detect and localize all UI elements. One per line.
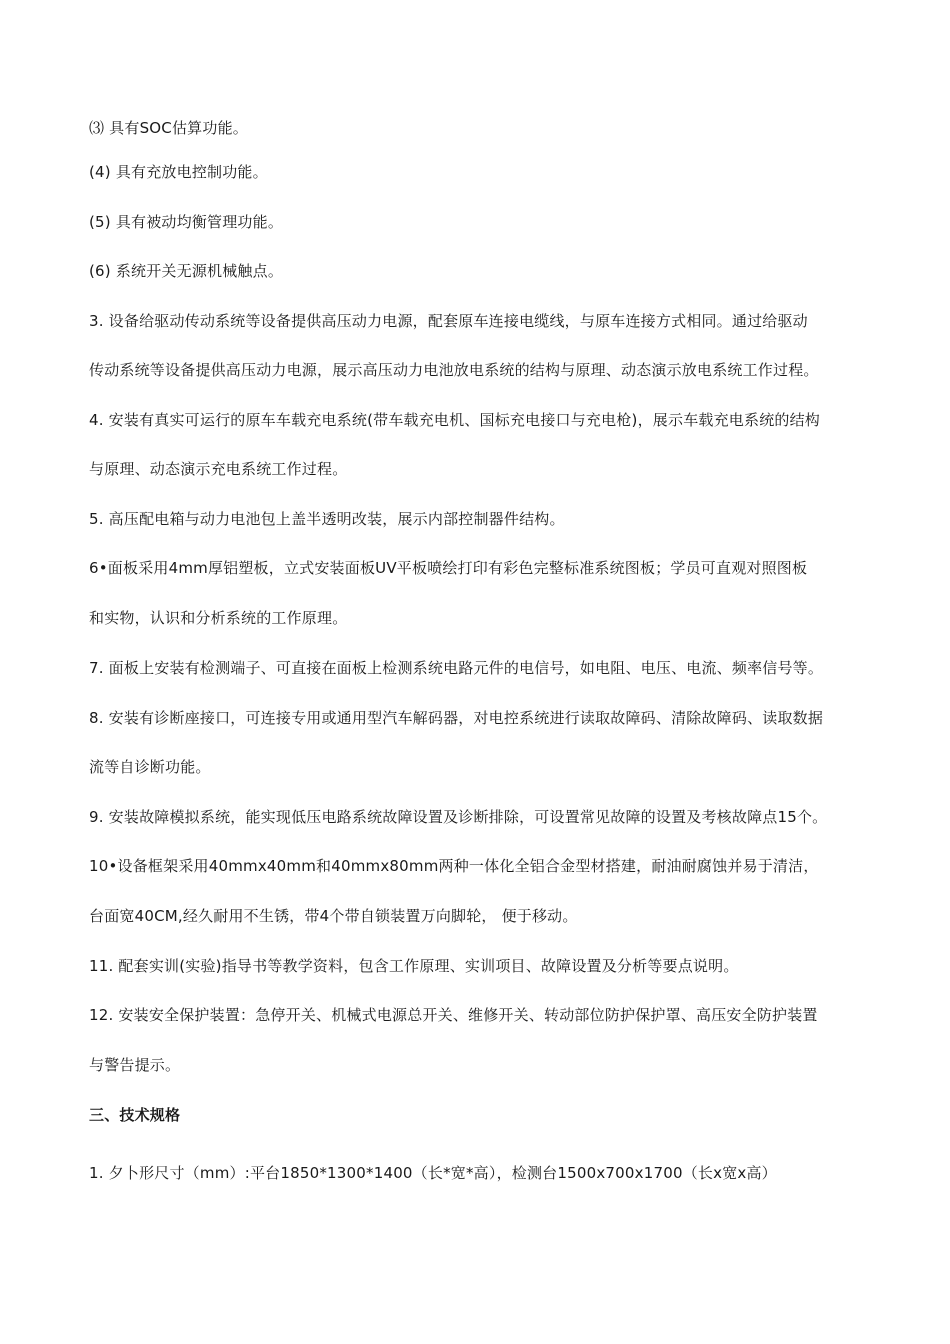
para-3-line-2: 传动系统等设备提供高压动力电源，展示高压动力电池放电系统的结构与原理、动态演示放电系统工作过程。 [89, 361, 819, 379]
item-6-switch: (6) 系统开关无源机械触点。 [89, 262, 284, 280]
para-12-line-2: 与警告提示。 [89, 1056, 181, 1074]
spec-1-dimensions: 1. 夕卜形尺寸（mm）:平台1850*1300*1400（长*宽*高），检测台1500x700x1700（长x宽x高） [89, 1164, 777, 1182]
item-4-charge-control: (4) 具有充放电控制功能。 [89, 163, 268, 181]
para-5: 5. 高压配电箱与动力电池包上盖半透明改装，展示内部控制器件结构。 [89, 510, 565, 528]
para-12-line-1: 12. 安装安全保护装置：急停开关、机械式电源总开关、维修开关、转动部位防护保护罩、高压安全防护装置 [89, 1006, 818, 1024]
item-5-balance: (5) 具有被动均衡管理功能。 [89, 213, 284, 231]
para-10-line-2: 台面宽40CM,经久耐用不生锈，带4个带自锁装置万向脚轮， 便于移动。 [89, 907, 578, 925]
para-6-line-1: 6•面板采用4mm厚铝塑板，立式安装面板UV平板喷绘打印有彩色完整标准系统图板；学员可直观对照图板 [89, 559, 808, 577]
para-4-line-2: 与原理、动态演示充电系统工作过程。 [89, 460, 348, 478]
para-9: 9. 安装故障模拟系统，能实现低压电路系统故障设置及诊断排除，可设置常见故障的设置及考核故障点15个。 [89, 808, 828, 826]
section-heading-tech-specs: 三、技术规格 [89, 1106, 181, 1124]
para-11: 11. 配套实训(实验)指导书等教学资料，包含工作原理、实训项目、故障设置及分析等要点说明。 [89, 957, 739, 975]
para-8-line-1: 8. 安装有诊断座接口，可连接专用或通用型汽车解码器，对电控系统进行读取故障码、清除故障码、读取数据 [89, 709, 824, 727]
para-7: 7. 面板上安装有检测端子、可直接在面板上检测系统电路元件的电信号，如电阻、电压、电流、频率信号等。 [89, 659, 824, 677]
para-10-line-1: 10•设备框架采用40mmx40mm和40mmx80mm两种一体化全铝合金型材搭建，耐油耐腐蚀并易于清洁， [89, 857, 819, 875]
para-3-line-1: 3. 设备给驱动传动系统等设备提供高压动力电源，配套原车连接电缆线，与原车连接方式相同。通过给驱动 [89, 312, 808, 330]
para-6-line-2: 和实物，认识和分析系统的工作原理。 [89, 609, 348, 627]
item-3-soc: ⑶ 具有SOC估算功能。 [89, 119, 248, 137]
para-8-line-2: 流等自诊断功能。 [89, 758, 211, 776]
para-4-line-1: 4. 安装有真实可运行的原车车载充电系统(带车载充电机、国标充电接口与充电枪)，展示车载充电系统的结构 [89, 411, 820, 429]
